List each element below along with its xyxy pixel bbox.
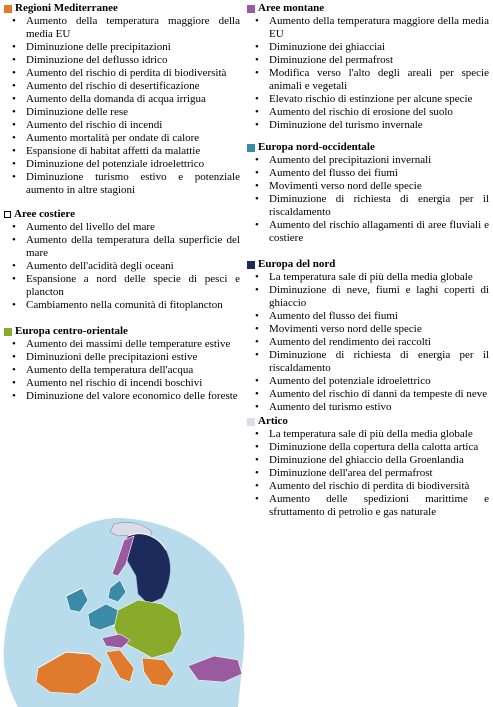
list-item: • Diminuzione turismo estivo e potenziale aumento in altre stagioni — [26, 171, 240, 197]
list-item: • Diminuzione delle rese — [26, 106, 240, 119]
mediterranean-swatch — [4, 5, 12, 13]
region-header — [4, 325, 240, 338]
list-item: • Diminuzioni delle precipitazioni estive — [26, 351, 240, 364]
list-item: • Diminuzione dell'area del permafrost — [269, 467, 489, 480]
list-item: • Diminuzione del valore economico delle foreste — [26, 390, 240, 403]
region-mediterranean — [4, 2, 240, 197]
region-title: Artico — [258, 415, 288, 427]
region-title: Aree costiere — [14, 208, 75, 220]
list-item: • Elevato rischio di estinzione per alcune specie — [269, 93, 489, 106]
list-item: • Aumento della domanda di acqua irrigua — [26, 93, 240, 106]
left-column — [4, 2, 240, 403]
region-title: Europa nord-occidentale — [258, 141, 375, 153]
list-item: • La temperatura sale di più della media globale — [269, 428, 489, 441]
list-item: • Aumento della temperatura maggiore della media EU — [26, 15, 240, 41]
list-item: • Diminuzione del potenziale idroelettrico — [26, 158, 240, 171]
region-title: Aree montane — [258, 2, 325, 14]
list-item: • Aumento del rischio di perdita di biodiversità — [269, 480, 489, 493]
list-item: • Aumento dei massimi delle temperature estive — [26, 338, 240, 351]
region-northern — [247, 258, 489, 414]
coastal-swatch — [4, 211, 11, 218]
list-item: • Diminuzione delle precipitazioni — [26, 41, 240, 54]
impact-list — [4, 338, 240, 403]
list-item: • Diminuzione dei ghiacciai — [269, 41, 489, 54]
list-item: • Aumento delle spedizioni marittime e sfruttamento di petrolio e gas naturale — [269, 493, 489, 519]
list-item: • La temperatura sale di più della media globale — [269, 271, 489, 284]
region-coastal — [4, 208, 240, 312]
region-title: Regioni Mediterranee — [15, 2, 118, 14]
list-item: • Aumento del rendimento dei raccolti — [269, 336, 489, 349]
region-central-eastern — [4, 325, 240, 403]
list-item: • Aumento del potenziale idroelettrico — [269, 375, 489, 388]
impact-list — [4, 15, 240, 197]
list-item: • Modifica verso l'alto degli areali per specie animali e vegetali — [269, 67, 489, 93]
list-item: • Espansione a nord delle specie di pesci e plancton — [26, 273, 240, 299]
arctic-swatch — [247, 418, 255, 426]
impact-list — [247, 15, 489, 132]
central-eastern-swatch — [4, 328, 12, 336]
list-item: • Aumento del rischio di perdita di biodiversità — [26, 67, 240, 80]
list-item: • Espansione di habitat affetti da malattie — [26, 145, 240, 158]
region-header — [4, 208, 240, 221]
region-title: Europa del nord — [258, 258, 336, 270]
list-item: • Aumento del flusso dei fiumi — [269, 310, 489, 323]
region-arctic — [247, 415, 489, 519]
right-column — [247, 2, 489, 519]
list-item: • Aumento del turismo estivo — [269, 401, 489, 414]
region-north-western — [247, 141, 489, 245]
list-item: • Aumento dell'acidità degli oceani — [26, 260, 240, 273]
list-item: • Aumento della temperatura dell'acqua — [26, 364, 240, 377]
list-item: • Aumento mortalità per ondate di calore — [26, 132, 240, 145]
list-item: • Aumento del rischio allagamenti di aree fluviali e costiere — [269, 219, 489, 245]
impact-list — [4, 221, 240, 312]
list-item: • Aumento del flusso dei fiumi — [269, 167, 489, 180]
list-item: • Aumento del rischio di danni da tempeste di neve — [269, 388, 489, 401]
list-item: • Aumento della temperatura della superficie del mare — [26, 234, 240, 260]
list-item: • Diminuzione del turismo invernale — [269, 119, 489, 132]
list-item: • Diminuzione del ghiaccio della Groenlandia — [269, 454, 489, 467]
impact-list — [247, 428, 489, 519]
list-item: • Aumento del precipitazioni invernali — [269, 154, 489, 167]
region-header — [247, 415, 489, 428]
list-item: • Movimenti verso nord delle specie — [269, 323, 489, 336]
impact-list — [247, 154, 489, 245]
list-item: • Aumento del livello del mare — [26, 221, 240, 234]
list-item: • Movimenti verso nord delle specie — [269, 180, 489, 193]
list-item: • Diminuzione del permafrost — [269, 54, 489, 67]
list-item: • Diminuzione della copertura della calotta artica — [269, 441, 489, 454]
northern-swatch — [247, 261, 255, 269]
list-item: • Diminuzione del deflusso idrico — [26, 54, 240, 67]
region-title: Europa centro-orientale — [15, 325, 128, 337]
list-item: • Cambiamento nella comunità di fitoplancton — [26, 299, 240, 312]
region-header — [247, 2, 489, 15]
north-western-swatch — [247, 144, 255, 152]
list-item: • Diminuzione di richiesta di energia per il riscaldamento — [269, 193, 489, 219]
list-item: • Aumento del rischio di desertificazione — [26, 80, 240, 93]
impact-list — [247, 271, 489, 414]
mountain-swatch — [247, 5, 255, 13]
list-item: • Diminuzione di neve, fiumi e laghi coperti di ghiaccio — [269, 284, 489, 310]
list-item: • Aumento del rischio di erosione del suolo — [269, 106, 489, 119]
list-item: • Aumento nel rischio di incendi boschivi — [26, 377, 240, 390]
europe-climate-regions-map — [2, 518, 247, 707]
region-header — [4, 2, 240, 15]
region-header — [247, 141, 489, 154]
region-mountain — [247, 2, 489, 132]
list-item: • Diminuzione di richiesta di energia per il riscaldamento — [269, 349, 489, 375]
region-header — [247, 258, 489, 271]
list-item: • Aumento della temperatura maggiore della media EU — [269, 15, 489, 41]
list-item: • Aumento del rischio di incendi — [26, 119, 240, 132]
